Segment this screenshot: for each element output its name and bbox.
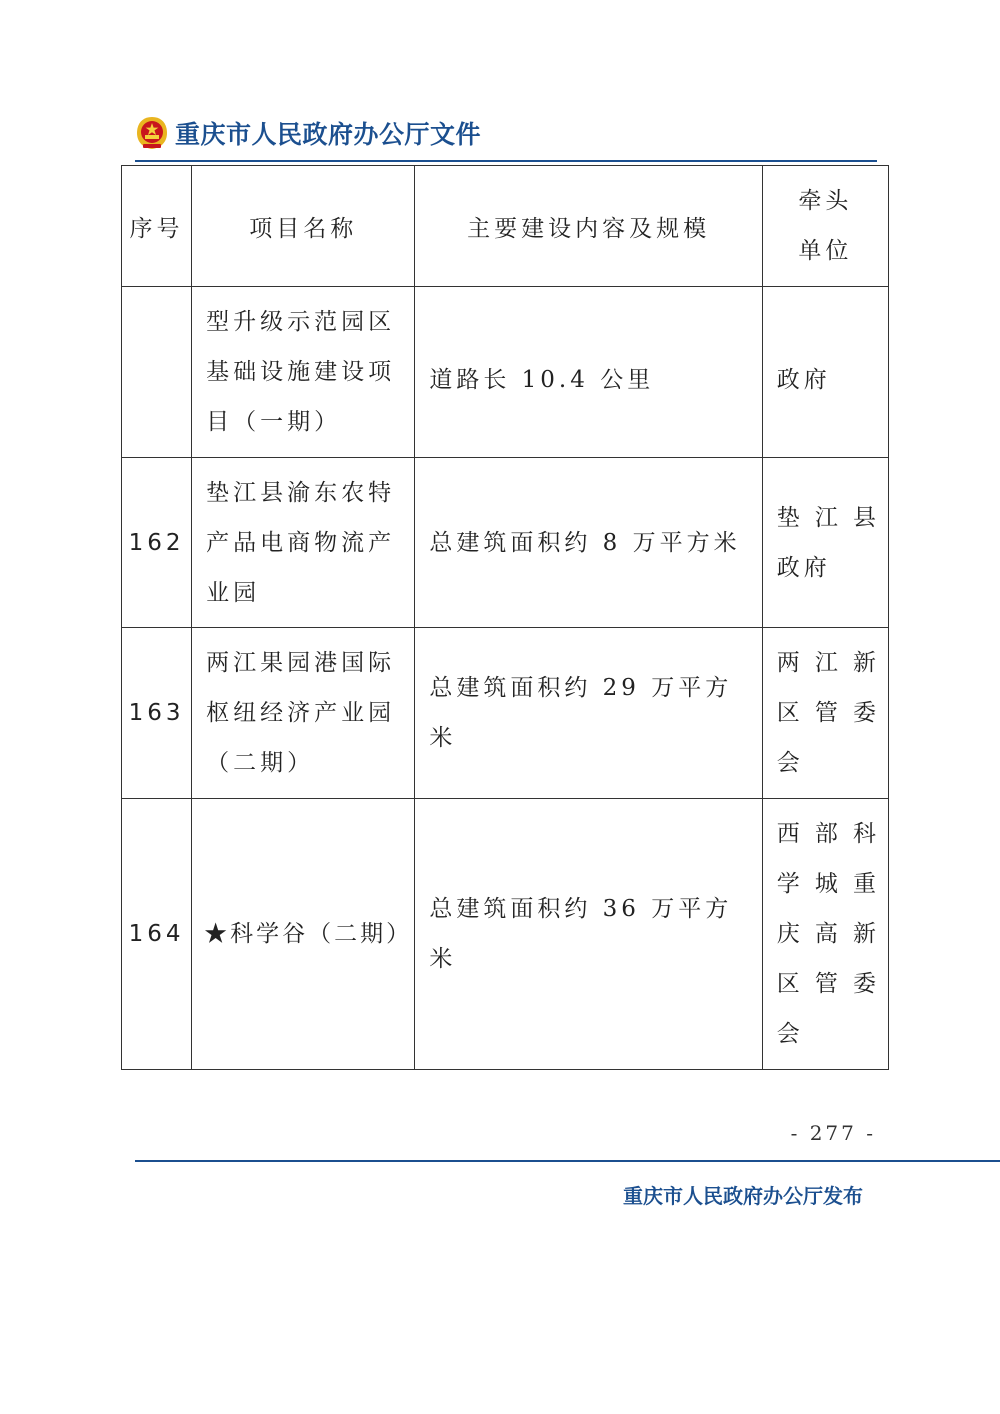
national-emblem-icon bbox=[135, 115, 169, 151]
table-row bbox=[122, 458, 889, 628]
column-header-unit-text: 牵头单位 bbox=[798, 188, 853, 264]
row-unit bbox=[762, 287, 888, 458]
row-number bbox=[122, 287, 192, 458]
row-number: 164 bbox=[122, 799, 192, 1070]
row-content: 总建筑面积约 29 万平方米 bbox=[415, 628, 762, 799]
row-project-name: ★科学谷（二期） bbox=[192, 799, 415, 1070]
row-content bbox=[415, 287, 762, 458]
row-content: 总建筑面积约 8 万平方米 bbox=[415, 458, 762, 628]
row-number: 162 bbox=[122, 458, 192, 628]
footer-publisher: 重庆市人民政府办公厅发布 bbox=[623, 1184, 863, 1208]
footer-divider bbox=[135, 1160, 1000, 1162]
row-project-name: 垫江县渝东农特产品电商物流产业园 bbox=[192, 458, 415, 628]
table-row bbox=[122, 287, 889, 458]
table-row bbox=[122, 799, 889, 1070]
document-header bbox=[135, 112, 481, 154]
row-unit: 两江新区管委会 bbox=[762, 628, 888, 799]
column-header-content: 主要建设内容及规模 bbox=[415, 166, 762, 287]
row-project-name: 两江果园港国际枢纽经济产业园（二期） bbox=[192, 628, 415, 799]
row-project-name: 型升级示范园区基础设施建设项目（一期） bbox=[192, 287, 415, 458]
column-header-unit bbox=[762, 166, 888, 287]
row-unit: 垫江县政府 bbox=[762, 458, 888, 628]
row-content-text: 道路长 10.4 公里 bbox=[429, 367, 655, 393]
row-content: 总建筑面积约 36 万平方米 bbox=[415, 799, 762, 1070]
row-unit: 西部科学城重庆高新区管委会 bbox=[762, 799, 888, 1070]
header-divider bbox=[135, 160, 877, 162]
table-header-row bbox=[122, 166, 889, 287]
page-number: - 277 - bbox=[790, 1121, 876, 1145]
row-unit-text: 政府 bbox=[776, 367, 831, 393]
column-header-name: 项目名称 bbox=[192, 166, 415, 287]
project-table bbox=[121, 165, 889, 1070]
table-row bbox=[122, 628, 889, 799]
row-number: 163 bbox=[122, 628, 192, 799]
column-header-number: 序号 bbox=[122, 166, 192, 287]
header-title: 重庆市人民政府办公厅文件 bbox=[175, 120, 482, 149]
